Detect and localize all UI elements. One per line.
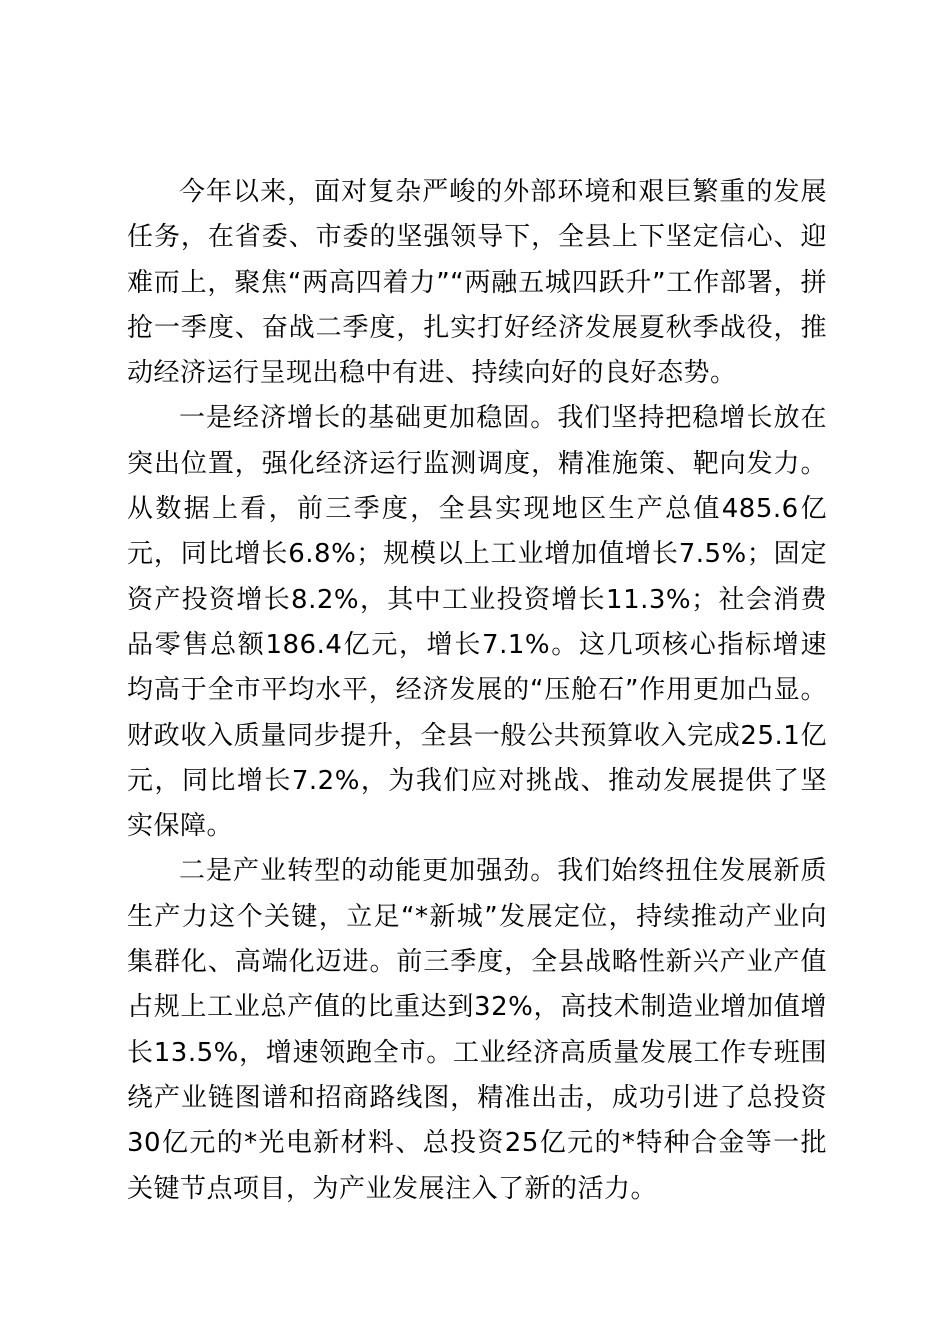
paragraph-industrial-transformation: 二是产业转型的动能更加强劲。我们始终扭住发展新质生产力这个关键，立足“*新城”发展定位，持续推动产业向集群化、高端化迈进。前三季度，全县战略性新兴产业产值占规上工业总产值的比重达到32%，高技术制造业增加值增长13.5%，增速领跑全市。工业经济高质量发展工作专班围绕产业链图谱和招商路线图，精准出击，成功引进了总投资30亿元的*光电新材料、总投资25亿元的*特种合金等一批关键节点项目，为产业发展注入了新的活力。 [127,856,827,1204]
paragraph-economic-growth: 一是经济增长的基础更加稳固。我们坚持把稳增长放在突出位置，强化经济运行监测调度，精准施策、靶向发力。从数据上看，前三季度，全县实现地区生产总值485.6亿元，同比增长6.8%；规模以上工业增加值增长7.5%；固定资产投资增长8.2%，其中工业投资增长11.3%；社会消费品零售总额186.4亿元，增长7.1%。这几项核心指标增速均高于全市平均水平，经济发展的“压舱石”作用更加凸显。财政收入质量同步提升，全县一般公共预算收入完成25.1亿元，同比增长7.2%，为我们应对挑战、推动发展提供了坚实保障。 [127,403,827,842]
document-body [127,170,827,1212]
paragraph-intro: 今年以来，面对复杂严峻的外部环境和艰巨繁重的发展任务，在省委、市委的坚强领导下，全县上下坚定信心、迎难而上，聚焦“两高四着力”“两融五城四跃升”工作部署，拼抢一季度、奋战二季度，扎实打好经济发展夏秋季战役，推动经济运行呈现出稳中有进、持续向好的良好态势。 [127,177,827,389]
